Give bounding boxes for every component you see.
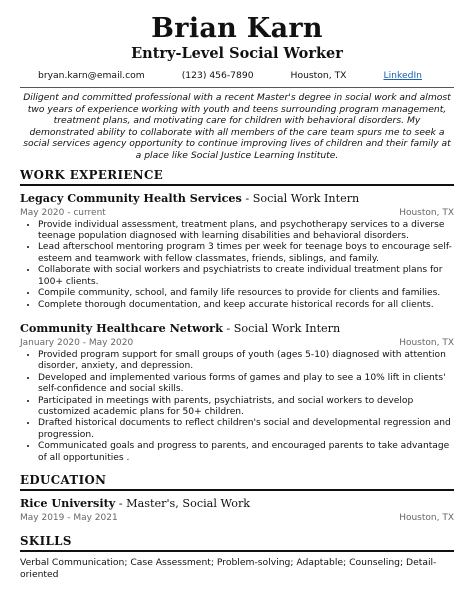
section-divider: [20, 550, 454, 552]
list-item: • Lead afterschool mentoring program 3 times per week for teenage boys to encourage self-esteem and teamwork with fellow classmates, friends, siblings, and family.: [38, 242, 454, 264]
job-location: Houston, TX: [399, 207, 454, 218]
education-heading: [20, 496, 454, 511]
education-meta: [20, 512, 454, 524]
job-location: Houston, TX: [399, 337, 454, 348]
candidate-title: Entry-Level Social Worker: [131, 45, 343, 62]
contact-email[interactable]: bryan.karn@email.com: [38, 70, 145, 81]
job-heading: [20, 191, 454, 206]
education-entry: [20, 496, 454, 524]
list-item: • Developed and implemented various forms of games and play to see a 10% lift in clients' self-confidence and social skills.: [38, 373, 454, 395]
school-name: Rice University: [20, 496, 116, 511]
job-dates: May 2020 - current: [20, 207, 106, 218]
job-meta: [20, 337, 454, 349]
job-bullet-list: [20, 220, 454, 312]
header-divider: [20, 87, 454, 88]
job-entry: [20, 321, 454, 464]
education-location: Houston, TX: [399, 513, 454, 524]
section-title-education: EDUCATION: [20, 473, 107, 488]
section-divider: [20, 184, 454, 186]
job-role: Social Work Intern: [252, 191, 360, 205]
job-meta: [20, 207, 454, 219]
job-dates: January 2020 - May 2020: [20, 337, 134, 348]
job-entry: [20, 191, 454, 312]
list-item: • Collaborate with social workers and psychiatrists to create individual treatment plans for 100+ clients.: [38, 265, 454, 287]
list-item: • Participated in meetings with parents, psychiatrists, and social workers to develop customized academic plans for 50+ children.: [38, 396, 454, 418]
job-organization: Community Healthcare Network: [20, 320, 223, 335]
contact-location: Houston, TX: [290, 70, 347, 81]
list-item: • Complete thorough documentation, and keep accurate historical records for all clients.: [38, 300, 454, 311]
job-heading: [20, 321, 454, 336]
list-item: • Provided program support for small groups of youth (ages 5-10) diagnosed with attention disorder, anxiety, and depression.: [38, 350, 454, 372]
section-title-experience: WORK EXPERIENCE: [20, 167, 164, 182]
linkedin-link[interactable]: LinkedIn: [383, 70, 422, 81]
degree-name: Master's, Social Work: [126, 497, 251, 511]
contact-bar: [20, 69, 454, 82]
contact-phone: (123) 456-7890: [181, 70, 254, 81]
heading-separator: -: [222, 321, 234, 335]
section-divider: [20, 489, 454, 491]
candidate-name: Brian Karn: [151, 13, 323, 44]
job-role: Social Work Intern: [233, 321, 341, 335]
section-title-skills: SKILLS: [20, 534, 72, 549]
list-item: • Compile community, school, and family life resources to provide for clients and families.: [38, 288, 454, 299]
heading-separator: -: [115, 497, 127, 511]
job-organization: Legacy Community Health Services: [20, 190, 242, 205]
list-item: • Drafted historical documents to reflect children's social and developmental regression and progression.: [38, 418, 454, 440]
list-item: • Provide individual assessment, treatment plans, and psychotherapy services to a diverse teenage population diagnosed with learning disabilities and behavioral disorders.: [38, 220, 454, 242]
professional-summary: Diligent and committed professional with a recent Master's degree in social work and almost two years of experience working with youth and teens surrounding program management, treatment plans, and motivating care for children with behavioral disorders. My demonstrated ability to collaborate with all members of the care team spurs me to seek a social services agency opportunity to continue improving lives of children and their family at a place like Social Justice Learning Institute.: [23, 92, 451, 161]
skills-list: Verbal Communication; Case Assessment; Problem-solving; Adaptable; Counseling; Detail-oriented: [20, 557, 437, 581]
list-item: • Communicated goals and progress to parents, and encouraged parents to take advantage of all opportunities .: [38, 441, 454, 463]
education-dates: May 2019 - May 2021: [20, 513, 118, 524]
heading-separator: -: [241, 191, 253, 205]
job-bullet-list: [20, 350, 454, 464]
